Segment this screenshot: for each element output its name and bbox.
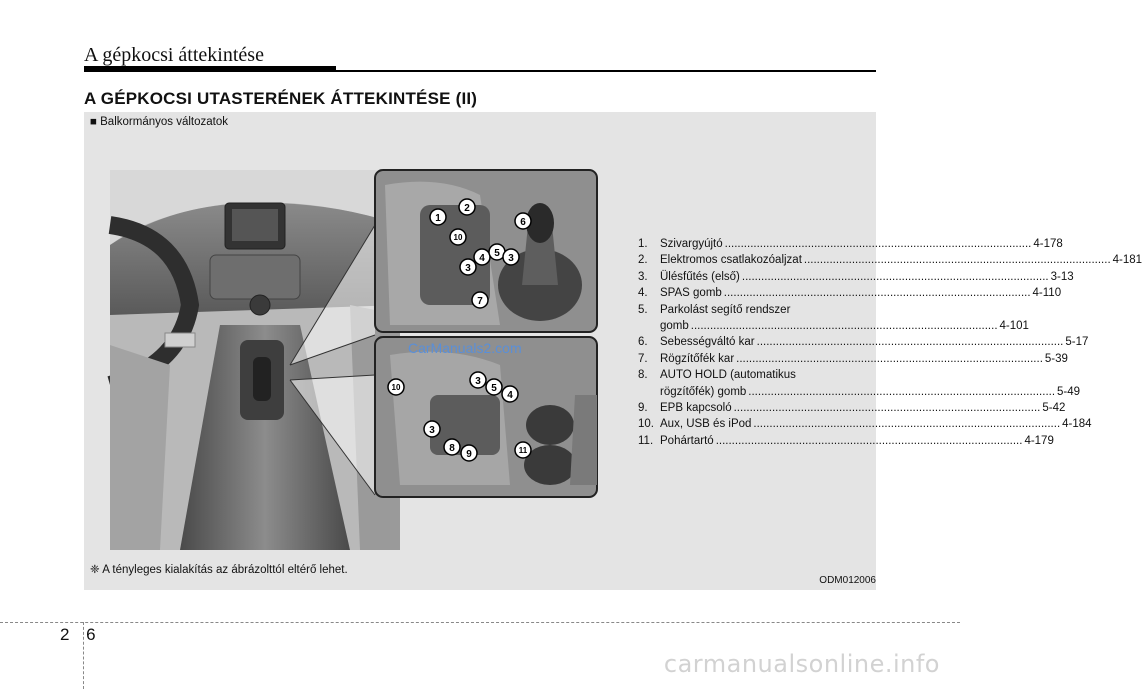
svg-text:1: 1 [435, 213, 441, 224]
legend-item [638, 433, 1054, 449]
inset-watermark: CarManuals2.com [408, 340, 522, 356]
legend-label: gomb [660, 320, 689, 333]
callout [515, 213, 531, 229]
legend-item [638, 334, 1089, 350]
svg-text:8: 8 [449, 443, 455, 454]
leader-dots [804, 252, 1111, 268]
leader-dots [757, 334, 1064, 350]
legend-label: Pohártartó [660, 434, 714, 447]
legend-page-ref: 3-13 [1050, 270, 1074, 283]
figure-code: ODM012006 [819, 575, 876, 586]
svg-text:6: 6 [520, 217, 526, 228]
callout [472, 292, 488, 308]
svg-text:4: 4 [479, 253, 485, 264]
legend-item [638, 252, 1142, 268]
callout [474, 249, 490, 265]
callout [424, 421, 440, 437]
leader-dots [724, 285, 1031, 301]
header-rule-thin [336, 70, 876, 72]
legend-number: 8. [638, 369, 648, 382]
legend-label: Ülésfűtés (első) [660, 270, 740, 283]
legend-list [638, 236, 1142, 449]
svg-text:3: 3 [429, 425, 435, 436]
callout [502, 386, 518, 402]
legend-item [638, 367, 1081, 400]
leader-dots [734, 400, 1041, 416]
svg-text:5: 5 [491, 383, 497, 394]
legend-item [638, 400, 1066, 416]
svg-text:7: 7 [477, 296, 483, 307]
legend-label: Rögzítőfék kar [660, 352, 735, 365]
legend-page-ref: 4-110 [1032, 287, 1062, 300]
legend-label: Aux, USB és iPod [660, 418, 752, 431]
legend-number: 2. [638, 254, 648, 267]
legend-label: Szivargyújtó [660, 238, 723, 250]
leader-dots [691, 318, 998, 334]
legend-number: 9. [638, 402, 648, 415]
svg-text:3: 3 [508, 253, 514, 264]
legend-page-ref: 4-178 [1033, 238, 1063, 250]
header-rule-thick [84, 66, 336, 72]
inset-console-area [375, 337, 597, 497]
callout [503, 249, 519, 265]
dashboard-view [110, 170, 400, 550]
footnote: ❈ A tényleges kialakítás az ábrázolttól eltérő lehet. [90, 564, 348, 576]
svg-text:11: 11 [518, 446, 528, 455]
svg-text:9: 9 [466, 449, 472, 460]
legend-page-ref: 4-181 [1112, 254, 1142, 267]
leader-dots [736, 351, 1043, 367]
variant-label: ■ Balkormányos változatok [90, 116, 228, 128]
legend-page-ref: 5-17 [1065, 336, 1089, 349]
section-title: A GÉPKOCSI UTASTERÉNEK ÁTTEKINTÉSE (II) [84, 89, 478, 108]
legend-page-ref: 4-184 [1062, 418, 1092, 431]
svg-text:5: 5 [494, 248, 500, 259]
svg-text:10: 10 [391, 383, 401, 392]
legend-item [638, 416, 1092, 432]
legend-item [638, 269, 1074, 285]
callout [450, 229, 466, 245]
chapter-title: A gépkocsi áttekintése [84, 44, 264, 66]
callout [515, 442, 531, 458]
legend-label: Parkolást segítő rendszer [660, 303, 791, 316]
callout [444, 439, 460, 455]
legend-page-ref: 5-42 [1042, 402, 1066, 415]
footer-divider [0, 622, 960, 623]
legend-label: rögzítőfék) gomb [660, 385, 747, 398]
legend-label: Sebességváltó kar [660, 336, 755, 349]
svg-text:10: 10 [453, 233, 463, 242]
callout [486, 379, 502, 395]
legend-label: Elektromos csatlakozóaljzat [660, 254, 802, 267]
legend-label: EPB kapcsoló [660, 402, 732, 415]
legend-number: 7. [638, 352, 648, 365]
callout [459, 199, 475, 215]
callout [461, 445, 477, 461]
leader-dots [742, 269, 1049, 285]
legend-number: 6. [638, 336, 648, 349]
legend-item [638, 302, 1029, 335]
svg-text:4: 4 [507, 390, 513, 401]
site-watermark: carmanualsonline.info [663, 650, 940, 678]
legend-number: 1. [638, 238, 648, 250]
interior-illustration [110, 165, 610, 550]
svg-text:3: 3 [465, 263, 471, 274]
legend-number: 10. [638, 418, 654, 431]
legend-item [638, 285, 1062, 301]
legend-label: SPAS gomb [660, 287, 722, 300]
legend-number: 11. [638, 434, 654, 447]
callout [388, 379, 404, 395]
callout [460, 259, 476, 275]
leader-dots [753, 416, 1060, 432]
legend-page-ref: 5-49 [1057, 385, 1081, 398]
legend-label: AUTO HOLD (automatikus [660, 369, 796, 382]
page-number: 2 6 [60, 625, 102, 644]
legend-number: 4. [638, 287, 648, 300]
svg-text:3: 3 [475, 376, 481, 387]
callout [430, 209, 446, 225]
callout [470, 372, 486, 388]
leader-dots [716, 433, 1023, 449]
legend-page-ref: 5-39 [1044, 352, 1068, 365]
legend-item [638, 351, 1068, 367]
legend-number: 5. [638, 303, 648, 316]
legend-page-ref: 4-179 [1024, 434, 1054, 447]
legend-item [638, 236, 1063, 252]
leader-dots [748, 384, 1055, 400]
leader-dots [725, 236, 1032, 252]
svg-text:2: 2 [464, 203, 470, 214]
legend-number: 3. [638, 270, 648, 283]
legend-page-ref: 4-101 [999, 320, 1029, 333]
